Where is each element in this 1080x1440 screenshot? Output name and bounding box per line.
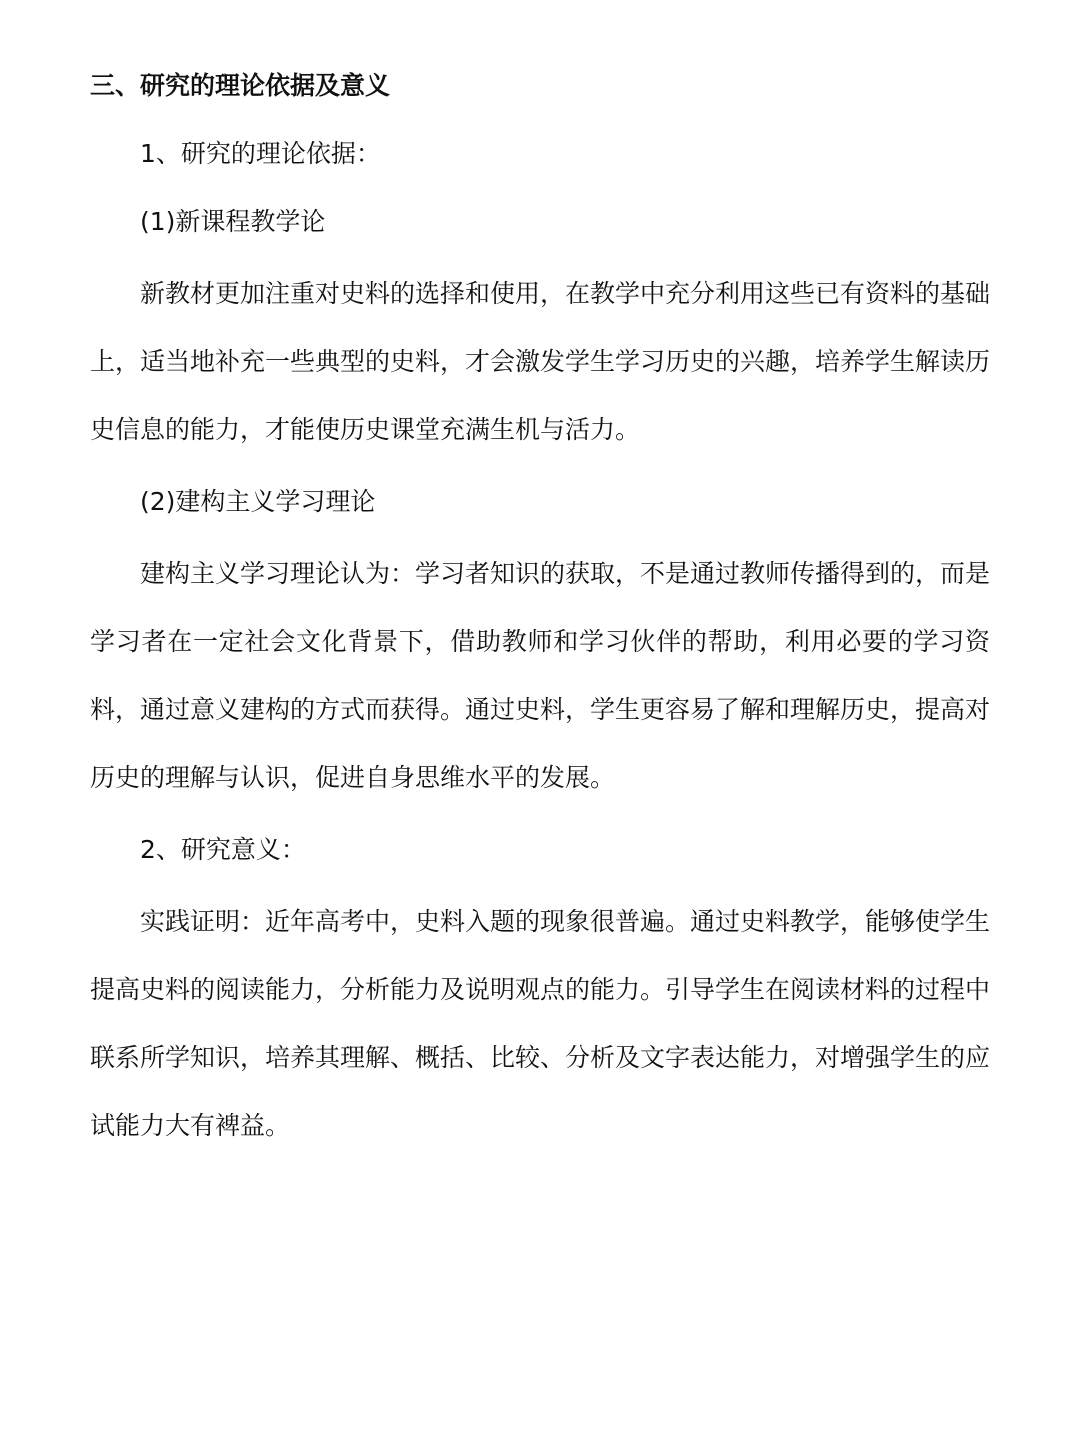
subheading-new-curriculum-theory: (1)新课程教学论	[140, 207, 326, 236]
paragraph-constructivism: 建构主义学习理论认为：学习者知识的获取，不是通过教师传播得到的，而是学习者在一定社会文化背景下，借助教师和学习伙伴的帮助，利用必要的学习资料，通过意义建构的方式而获得。通过史料，学生更容易了解和理解历史，提高对历史的理解与认识，促进自身思维水平的发展。	[90, 559, 991, 792]
section-title: 三、研究的理论依据及意义	[90, 71, 391, 100]
subheading-research-significance: 2、研究意义：	[140, 835, 306, 864]
paragraph-new-curriculum: 新教材更加注重对史料的选择和使用，在教学中充分利用这些已有资料的基础上，适当地补充一些典型的史料，才会激发学生学习历史的兴趣，培养学生解读历史信息的能力，才能使历史课堂充满生机与活力。	[90, 279, 991, 444]
subheading-constructivism-theory: (2)建构主义学习理论	[140, 487, 376, 516]
paragraph-significance: 实践证明：近年高考中，史料入题的现象很普遍。通过史料教学，能够使学生提高史料的阅读能力，分析能力及说明观点的能力。引导学生在阅读材料的过程中联系所学知识，培养其理解、概括、比较、分析及文字表达能力，对增强学生的应试能力大有裨益。	[90, 907, 991, 1140]
document-page	[90, 56, 990, 1160]
subheading-theoretical-basis: 1、研究的理论依据：	[140, 139, 381, 168]
